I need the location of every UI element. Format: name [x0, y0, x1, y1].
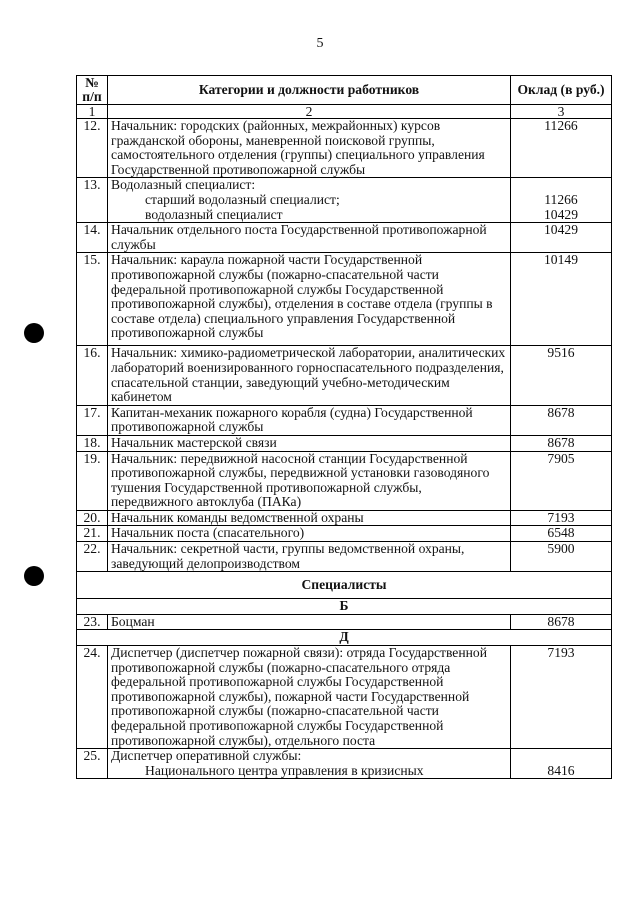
- row-salary: 9516: [511, 346, 612, 405]
- row-subitem: водолазный специалист: [145, 206, 283, 222]
- row-text: Начальник отдельного поста Государственной противопожарной службы: [108, 223, 511, 253]
- row-subitem: старший водолазный специалист;: [145, 191, 340, 207]
- row-text: Начальник поста (спасательного): [108, 526, 511, 542]
- row-number: 14.: [77, 223, 108, 253]
- row-text: Начальник мастерской связи: [108, 435, 511, 451]
- letter-row: [77, 630, 612, 646]
- row-text: Капитан-механик пожарного корабля (судна) Государственной противопожарной службы: [108, 405, 511, 435]
- row-text: Диспетчер (диспетчер пожарной связи): отряда Государственной противопожарной службы (пожарно-спасательного отряда федеральной противопожарной службы Государственной противопожарной службы), пожарной части Государственной противопожарной службы (пожарно-спасательной части федеральной противопожарной службы Государственной противопожарной службы), отдельного поста: [108, 646, 511, 749]
- row-text: Боцман: [108, 614, 511, 630]
- table-row: [77, 119, 612, 178]
- row-salary: 11266: [511, 119, 612, 178]
- row-salary: [511, 749, 612, 779]
- row-salary: 7193: [511, 510, 612, 526]
- row-salary: 5900: [511, 542, 612, 572]
- row-salary: 10429: [511, 223, 612, 253]
- letter-row: [77, 599, 612, 615]
- row-text: [108, 178, 511, 223]
- row-salary: 7905: [511, 451, 612, 510]
- row-number: 16.: [77, 346, 108, 405]
- row-salary: 8678: [511, 405, 612, 435]
- row-salary: 10149: [511, 253, 612, 346]
- row-salary: 6548: [511, 526, 612, 542]
- row-number: 13.: [77, 178, 108, 223]
- row-number: 21.: [77, 526, 108, 542]
- row-salary-1: 8416: [547, 762, 575, 778]
- column-index-row: [77, 105, 612, 119]
- table-row: [77, 223, 612, 253]
- table-row: [77, 451, 612, 510]
- header-salary: Оклад (в руб.): [511, 76, 612, 105]
- row-text: Начальник: караула пожарной части Государственной противопожарной службы (пожарно-спасательной части федеральной противопожарной службы Государственной противопожарной службы), отделения в составе отдела (группы в составе отдела) специального управления Государственной противопожарной службы: [108, 253, 511, 346]
- row-number: 17.: [77, 405, 108, 435]
- table-row: [77, 435, 612, 451]
- col-index-2: 2: [108, 105, 511, 119]
- row-text: Начальник: передвижной насосной станции Государственной противопожарной службы, передвижной установки газоводяного тушения Государственной противопожарной службы, передвижного автоклуба (ПАКа): [108, 451, 511, 510]
- salary-table: [76, 75, 612, 779]
- table-row: [77, 253, 612, 346]
- table-row: [77, 510, 612, 526]
- row-number: 15.: [77, 253, 108, 346]
- letter-heading-b: Б: [77, 599, 612, 615]
- row-subitem: Национального центра управления в кризисных: [145, 762, 424, 778]
- row-salary: 7193: [511, 646, 612, 749]
- table-row: [77, 526, 612, 542]
- table-row: [77, 178, 612, 223]
- row-number: 19.: [77, 451, 108, 510]
- table-header: [77, 76, 612, 105]
- row-title: Водолазный специалист:: [111, 177, 256, 193]
- page-number: 5: [316, 36, 324, 51]
- section-title: Специалисты: [77, 572, 612, 599]
- row-text: Начальник: секретной части, группы ведомственной охраны, заведующий делопроизводством: [108, 542, 511, 572]
- punch-hole-upper: [24, 323, 44, 343]
- table-row: [77, 646, 612, 749]
- letter-heading-d: Д: [77, 630, 612, 646]
- row-number: 25.: [77, 749, 108, 779]
- header-num: № п/п: [77, 76, 108, 105]
- row-salary: 8678: [511, 435, 612, 451]
- header-category: Категории и должности работников: [108, 76, 511, 105]
- row-text: [108, 749, 511, 779]
- row-number: 12.: [77, 119, 108, 178]
- row-number: 18.: [77, 435, 108, 451]
- table-row: [77, 542, 612, 572]
- row-number: 22.: [77, 542, 108, 572]
- row-text: Начальник: химико-радиометрической лаборатории, аналитических лабораторий военизированного горноспасательного подразделения, спасательной станции, заведующий учебно-методическим кабинетом: [108, 346, 511, 405]
- table-row: [77, 346, 612, 405]
- row-number: 23.: [77, 614, 108, 630]
- row-text: Начальник: городских (районных, межрайонных) курсов гражданской обороны, маневренной поисковой группы, самостоятельного отделения (группы) специального управления Государственной противопожарной службы: [108, 119, 511, 178]
- table-row: [77, 749, 612, 779]
- table-row: [77, 614, 612, 630]
- punch-hole-lower: [24, 566, 44, 586]
- row-salary: 8678: [511, 614, 612, 630]
- row-salary-2: 10429: [544, 206, 578, 222]
- row-text: Начальник команды ведомственной охраны: [108, 510, 511, 526]
- row-number: 20.: [77, 510, 108, 526]
- section-row: [77, 572, 612, 599]
- row-salary-1: 11266: [544, 191, 578, 207]
- row-number: 24.: [77, 646, 108, 749]
- row-title: Диспетчер оперативной службы:: [111, 748, 302, 764]
- table-row: [77, 405, 612, 435]
- col-index-3: 3: [511, 105, 612, 119]
- row-salary: [511, 178, 612, 223]
- col-index-1: 1: [77, 105, 108, 119]
